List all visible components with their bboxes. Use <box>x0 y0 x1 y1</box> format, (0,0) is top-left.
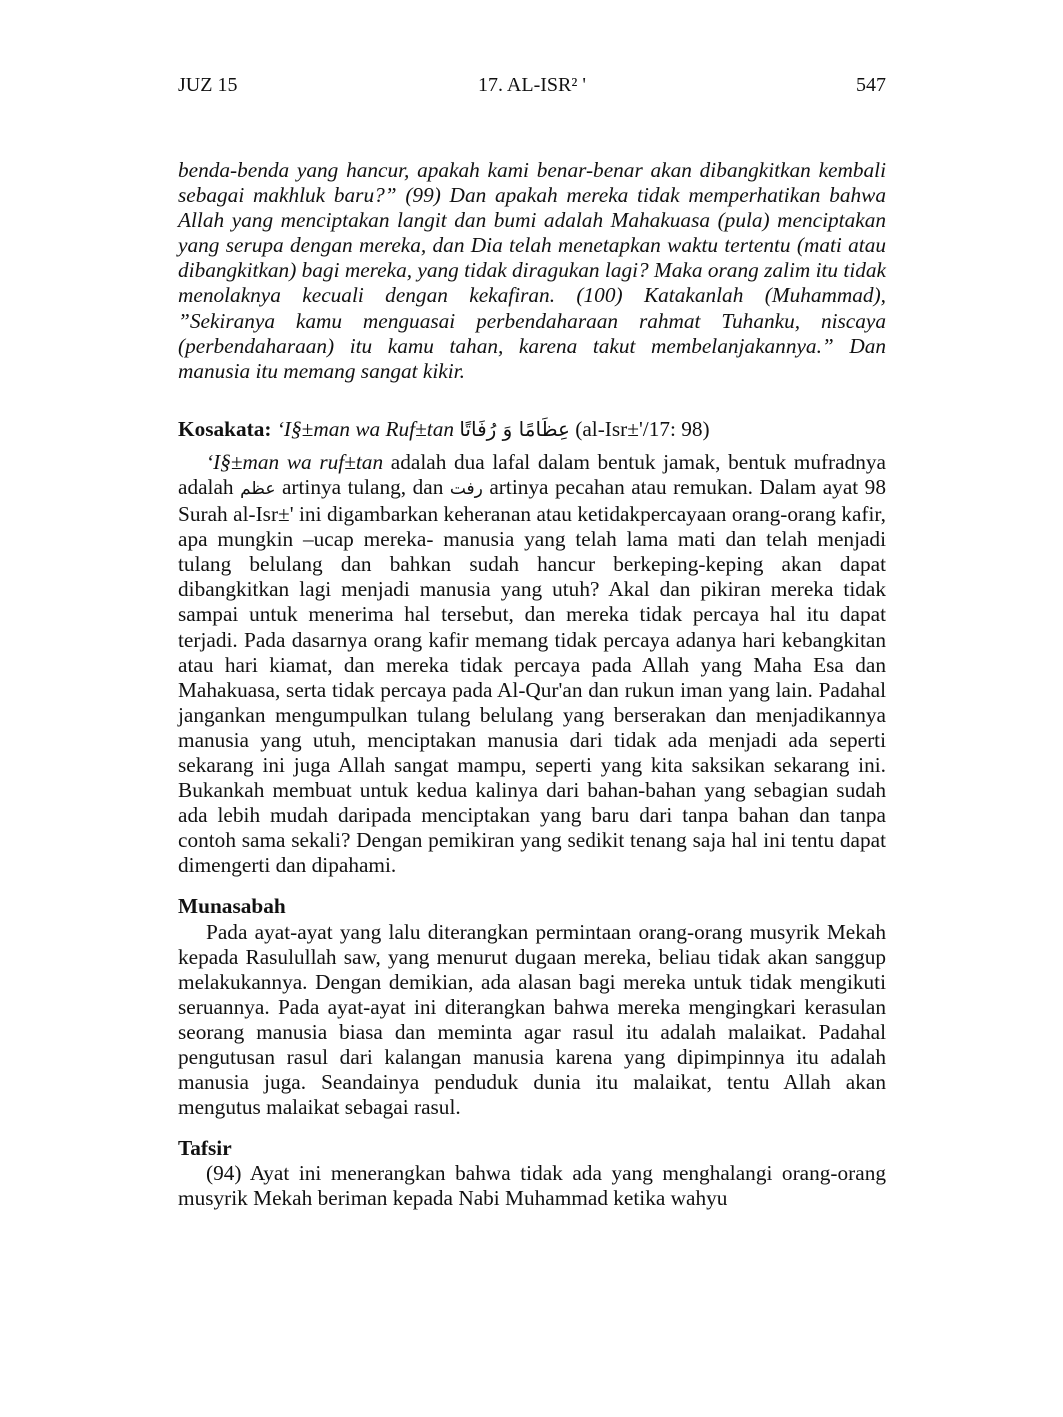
kosakata-line <box>178 411 886 447</box>
kosakata-term: ‘I§±man wa Ruf±tan <box>276 416 454 441</box>
page-header <box>178 74 886 102</box>
tafsir-text: (94) Ayat ini menerangkan bahwa tidak ada yang menghalangi orang-orang musyrik Mekah beriman kepada Nabi Muhammad ketika wahyu <box>178 1161 886 1211</box>
kosakata-text-b: artinya tulang, dan <box>281 474 444 499</box>
kosakata-explanation <box>178 450 886 879</box>
verse-translation: benda-benda yang hancur, apakah kami benar-benar akan dibangkitkan kembali sebagai makhluk baru?” (99) Dan apakah mereka tidak memperhatikan bahwa Allah yang menciptakan langit dan bumi adalah Mahakuasa (pula) menciptakan yang serupa dengan mereka, dan Dia telah menetapkan waktu tertentu (mati atau dibangkitkan) bagi mereka, yang tidak diragukan lagi? Maka orang zalim itu tidak menolaknya kecuali dengan kekafiran. (100) Katakanlah (Muhammad), ”Sekiranya kamu menguasai perbendaharaan rahmat Tuhanku, niscaya (perbendaharaan) itu kamu tahan, karena takut membelanjakannya.” Dan manusia itu memang sangat kikir. <box>178 158 886 383</box>
page-body <box>178 158 886 1212</box>
tafsir-heading: Tafsir <box>178 1136 232 1161</box>
juz-label: JUZ 15 <box>178 74 238 96</box>
kosakata-label: Kosakata: <box>178 416 272 441</box>
arabic-word-1: عظم <box>240 478 276 499</box>
arabic-word-2: رفت <box>449 478 483 499</box>
surah-title: 17. AL-ISR² ' <box>478 74 586 96</box>
kosakata-text-c: artinya pecahan atau remukan. Dalam ayat 98 Surah al-Isr±' ini digambarkan keheranan atau ketidakpercayaan orang-orang kafir, apa mungkin –ucap mereka- manusia yang telah lama mati dan telah menjadi tulang belulang dan bahkan sudah hancur berkeping-keping akan dapat dibangkitkan lagi menjadi manusia yang utuh? Akal dan pikiran mereka tidak sampai untuk menerima hal tersebut, dan mereka tidak percaya hal itu dapat terjadi. Pada dasarnya orang kafir memang tidak percaya adanya hari kebangkitan atau hari kiamat, dan mereka tidak percaya pada Allah yang Maha Esa dan Mahakuasa, serta tidak percaya pada Al-Qur'an dan rukun iman yang lain. Padahal jangankan mengumpulkan tulang belulang yang berserakan dan menjadikannya manusia yang utuh, menciptakan manusia dari tidak ada menjadi ada seperti sekarang ini juga Allah sangat mampu, seperti yang kita saksikan sekarang ini. Bukankah membuat untuk kedua kalinya dari bahan-bahan yang sebagian sudah ada lebih mudah daripada menciptakan yang baru dari tanpa bahan dan tanpa contoh sama sekali? Dengan pemikiran yang sedikit tenang saja hal ini tentu dapat dimengerti dan dipahami. <box>178 474 886 878</box>
kosakata-text-a: adalah dua lafal dalam bentuk jamak, bentuk mufradnya adalah <box>178 449 887 499</box>
munasabah-heading: Munasabah <box>178 894 286 919</box>
munasabah-text: Pada ayat-ayat yang lalu diterangkan permintaan orang-orang musyrik Mekah kepada Rasulullah saw, yang menurut dugaan mereka, beliau tidak akan sanggup melakukannya. Dengan demikian, ada alasan bagi mereka untuk tidak mengikuti seruannya. Pada ayat-ayat ini diterangkan bahwa mereka mengingkari kerasulan seorang manusia biasa dan meminta agar rasul itu adalah malaikat. Padahal pengutusan rasul dari kalangan manusia karena yang dipimpinnya itu adalah manusia juga. Seandainya penduduk dunia itu malaikat, tentu Allah akan mengutus malaikat sebagai rasul. <box>178 919 886 1120</box>
kosakata-reference: (al-Isr±'/17: 98) <box>575 416 710 441</box>
page-number: 547 <box>856 74 886 96</box>
kosakata-arabic: عِظَامًا وَ رُفَاتًا <box>459 416 570 441</box>
kosakata-body-term: ‘I§±man wa ruf±tan <box>206 449 384 474</box>
